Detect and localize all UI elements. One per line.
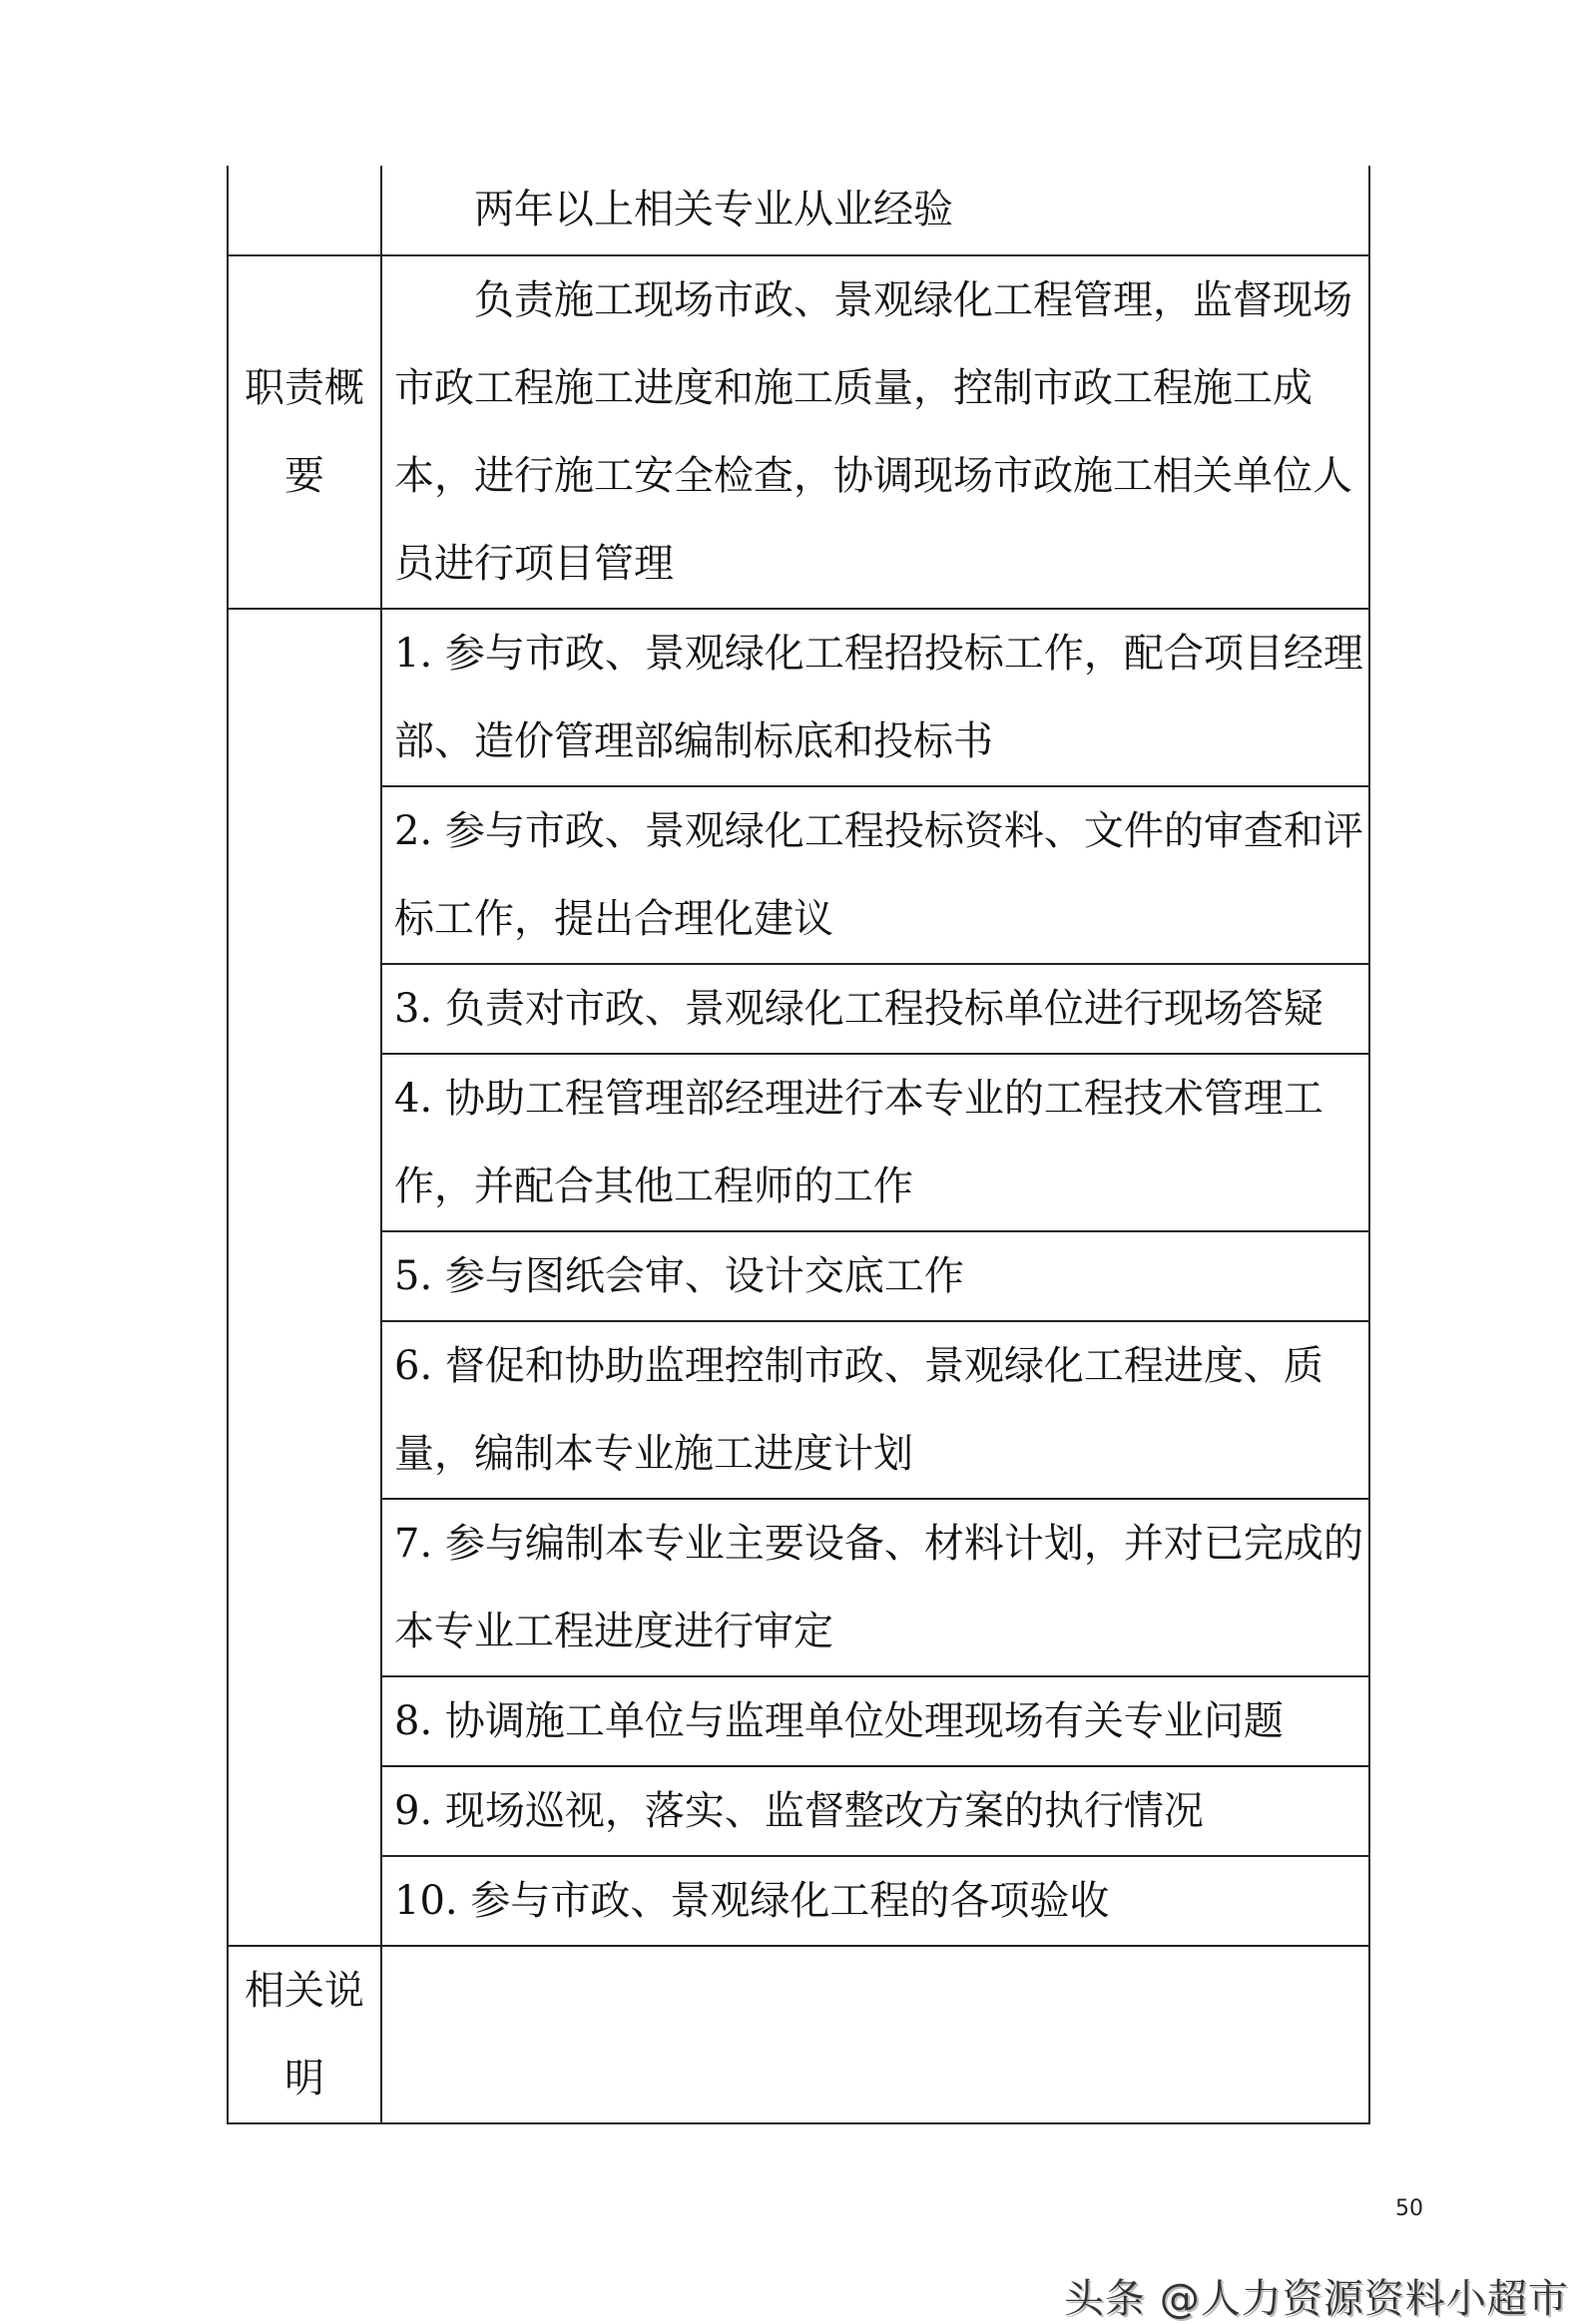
- page-content: 两年以上相关专业从业经验 职责概要 负责施工现场市政、景观绿化工程管理，监督现场市政工程施工进度和施工质量，控制市政工程施工成本，进行施工安全检查，协调现场市政施工相关单位人员进行项目管理 1. 参与市政、景观绿化工程招投标工作，配合项目经理部、造价管理部编制标底和投标书 2. 参与市政、景观绿化工程投标资料、文件的审查和评标工作，提出合理化建议 3. 负责对市政、景观绿化工程投标单位进行现场答疑 4. 协助工程管理部经理进行本专业的工程技术管理工作，并配合其他工程师的工作 5. 参与图纸会审、设计交底工作 6. 督促和协助监理控制市政、景观绿化工程进度、质量，编制本专业施工进度计划 7. 参与编制本专业主要设备、材料计划，并对已完成的本专业工程进度进行审定 8. 协调施工单位与监理单位处理现场有关专业问题 9. 现场巡视，落实、监督整改方案的执行情况 10. 参与市政、景观绿化工程的各项验收 相关说明 50 头条 @人力资源资料小超市: [227, 166, 1370, 2324]
- duty-row: [228, 964, 1369, 1054]
- notes-label: 相关说明: [228, 1946, 381, 2123]
- duty-item: 2. 参与市政、景观绿化工程投标资料、文件的审查和评标工作，提出合理化建议: [381, 786, 1369, 964]
- duty-row: [228, 1499, 1369, 1676]
- requirement-label-cell: [228, 166, 381, 255]
- duty-row: [228, 609, 1369, 786]
- duty-item: 3. 负责对市政、景观绿化工程投标单位进行现场答疑: [381, 964, 1369, 1054]
- responsibility-table: [227, 166, 1370, 2124]
- duty-row: [228, 1054, 1369, 1231]
- duty-row: [228, 1856, 1369, 1946]
- summary-label: 职责概要: [228, 255, 381, 609]
- duty-item: 10. 参与市政、景观绿化工程的各项验收: [381, 1856, 1369, 1946]
- duty-item: 9. 现场巡视，落实、监督整改方案的执行情况: [381, 1766, 1369, 1856]
- duty-row: [228, 1231, 1369, 1321]
- notes-text: [381, 1946, 1369, 2123]
- requirement-text: 两年以上相关专业从业经验: [381, 166, 1369, 255]
- summary-text: 负责施工现场市政、景观绿化工程管理，监督现场市政工程施工进度和施工质量，控制市政工程施工成本，进行施工安全检查，协调现场市政施工相关单位人员进行项目管理: [381, 255, 1369, 609]
- duties-label-cell: [228, 609, 381, 1946]
- duty-item: 7. 参与编制本专业主要设备、材料计划，并对已完成的本专业工程进度进行审定: [381, 1499, 1369, 1676]
- notes-row: [228, 1946, 1369, 2123]
- duty-item: 4. 协助工程管理部经理进行本专业的工程技术管理工作，并配合其他工程师的工作: [381, 1054, 1369, 1231]
- duty-row: [228, 1676, 1369, 1766]
- duty-item: 5. 参与图纸会审、设计交底工作: [381, 1231, 1369, 1321]
- duty-row: [228, 1321, 1369, 1499]
- requirement-row: [228, 166, 1369, 255]
- duty-item: 8. 协调施工单位与监理单位处理现场有关专业问题: [381, 1676, 1369, 1766]
- summary-row: [228, 255, 1369, 609]
- watermark: 头条 @人力资源资料小超市: [1064, 2276, 1569, 2322]
- duty-row: [228, 1766, 1369, 1856]
- duty-row: [228, 786, 1369, 964]
- duty-item: 6. 督促和协助监理控制市政、景观绿化工程进度、质量，编制本专业施工进度计划: [381, 1321, 1369, 1499]
- duty-item: 1. 参与市政、景观绿化工程招投标工作，配合项目经理部、造价管理部编制标底和投标书: [381, 609, 1369, 786]
